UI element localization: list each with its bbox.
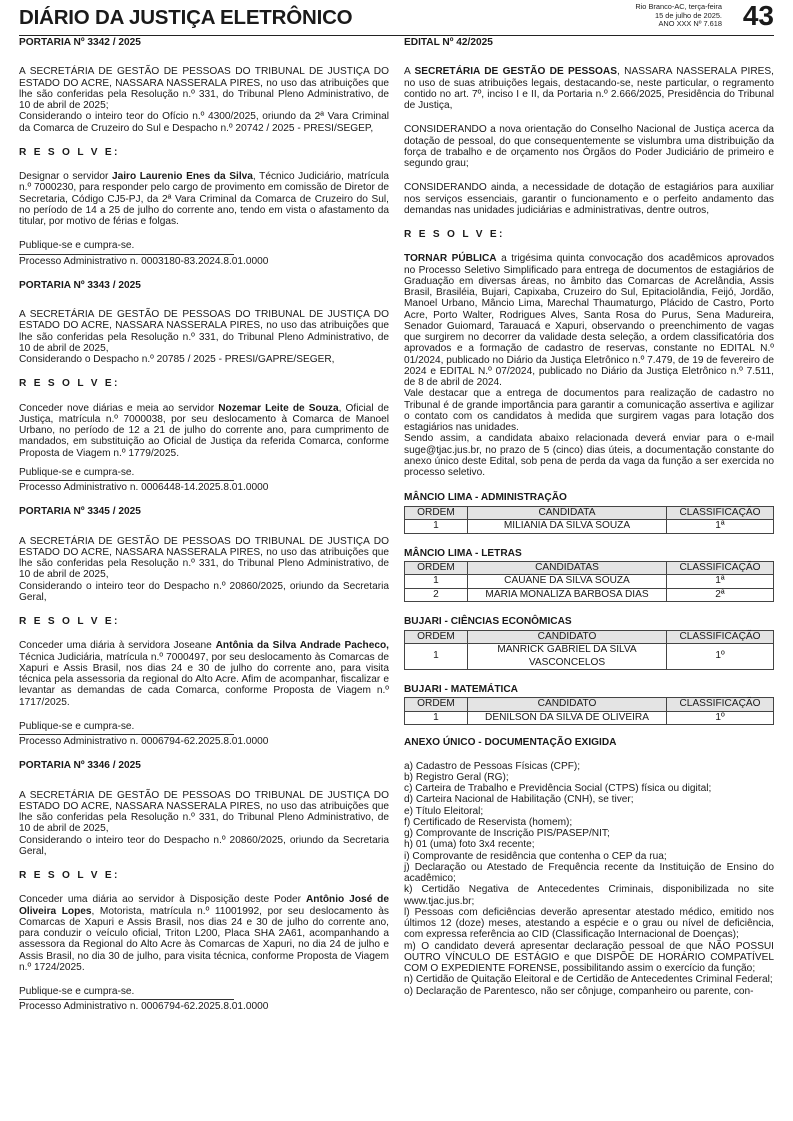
annex-item: g) Comprovante de Inscrição PIS/PASEP/NIT;: [404, 828, 610, 839]
table-cell: 1: [405, 575, 468, 589]
portaria-3345: [19, 506, 389, 747]
table-row: [405, 644, 774, 670]
considering-1: CONSIDERANDO a nova orientação do Conselho Nacional de Justiça acerca da dotação de pessoal, do que consequentemente se vislumbra uma distribuição da força de trabalho e de orçamento nos Órgãos do Poder Judiciário de primeiro e segundo grau;: [404, 124, 774, 169]
portaria-intro: A SECRETÁRIA DE GESTÃO DE PESSOAS DO TRIBUNAL DE JUSTIÇA DO ESTADO DO ACRE, NASSARA NASSERALA PIRES, no uso das atribuições que lhe são conferidas pela Resolução n.º 331, do Tribunal Pleno Administrativo, de 10 de abril de 2025;: [19, 66, 389, 111]
portaria-3342: [19, 37, 389, 267]
header-cell: CLASSIFICAÇÃO: [667, 698, 774, 712]
header-cell: CANDIDATO: [468, 698, 667, 712]
portaria-title: PORTARIA Nº 3346 / 2025: [19, 760, 141, 772]
portaria-considering: Considerando o inteiro teor do Despacho n.º 20860/2025, oriundo da Secretaria Geral,: [19, 834, 389, 857]
considering-2: CONSIDERANDO ainda, a necessidade de dotação de estagiários para auxiliar nos serviços essenciais, garantir o funcionamento e o perfeito andamento das demandas nas unidades judiciárias e administrativas, dentre outros,: [404, 182, 774, 216]
annex-item: l) Pessoas com deficiências deverão apresentar atestado médico, emitido nos últimos 12 (doze) meses, atestando a espécie e o grau ou nível de deficiência, com expressa referência ao CID (Classificação Internacional de Doenças);: [404, 906, 774, 941]
resolve-heading: R E S O L V E:: [19, 870, 120, 881]
servant-name: Jairo Laurenio Enes da Silva: [111, 171, 253, 182]
publish-note: Publique-se e cumpra-se.: [19, 986, 135, 997]
journal-title: DIÁRIO DA JUSTIÇA ELETRÔNICO: [19, 6, 353, 29]
issue-info: [635, 3, 722, 29]
page-number: 43: [742, 0, 774, 31]
resolve-heading: R E S O L V E:: [19, 146, 120, 158]
table-header-row: [405, 506, 774, 520]
table-header-row: [405, 561, 774, 575]
annex-item: a) Cadastro de Pessoas Físicas (CPF);: [404, 760, 581, 772]
edital-body-3: Sendo assim, a candidata abaixo relacionada deverá enviar para o e-mail suge@tjac.jus.br, no prazo de 5 (cinco) dias úteis, a documentação constante do anexo único deste Edital, sob pena de perda da vaga da função a ser exercida no processo seletivo.: [404, 433, 774, 478]
table-row: [405, 588, 774, 602]
edital-title: EDITAL Nº 42/2025: [404, 37, 493, 48]
table-row: [405, 575, 774, 589]
process-number: Processo Administrativo n. 0006794-62.2025.8.01.0000: [19, 736, 269, 747]
annex-item: b) Registro Geral (RG);: [404, 771, 509, 783]
annex-item: j) Declaração ou Atestado de Frequência recente da Instituição de Ensino do acadêmico;: [404, 861, 774, 884]
signature-line: [19, 480, 234, 481]
table-cell: 1: [405, 520, 468, 534]
process-number: Processo Administrativo n. 0006448-14.2025.8.01.0000: [19, 482, 269, 493]
table-cell: 2: [405, 588, 468, 602]
annex-item: k) Certidão Negativa de Antecedentes Criminais, disponibilizada no site www.tjac.jus.br;: [404, 884, 774, 907]
portaria-3343: [19, 280, 389, 494]
table-title: BUJARI - MATEMÁTICA: [404, 684, 518, 695]
annex-title: ANEXO ÚNICO - DOCUMENTAÇÃO EXIGIDA: [404, 737, 617, 749]
table-cell: 2ª: [667, 588, 774, 602]
header-cell: CLASSIFICAÇÃO: [667, 630, 774, 644]
annex-item: f) Certificado de Reservista (homem);: [404, 816, 573, 828]
candidates-table: [404, 506, 774, 534]
portaria-body: Conceder uma diária ao servidor à Disposição deste Poder Antônio José de Oliveira Lopes, Motorista, matrícula n.º 11001992, por seu deslocamento às Comarcas de Xapuri e Assis Brasil, nos dias 24 e 30 de julho do corrente ano, para conduzir o veículo oficial, Triton L200, Placa SHA 2A61, acompanhando a assessora da Regional do Alto Acre às Comarcas de Xapuri, no dia 24 de julho e Assis Brasil, no dia 30 de julho, para visita técnica, conforme Proposta de Viagem n.º 1724/2025.: [19, 894, 389, 973]
resolve-heading: R E S O L V E:: [19, 378, 120, 390]
portaria-considering: Considerando o Despacho n.º 20785 / 2025 - PRESI/GAPRE/SEGER,: [19, 354, 335, 365]
candidates-table: [404, 561, 774, 603]
header-cell: CANDIDATO: [468, 630, 667, 644]
table-row: [405, 520, 774, 534]
header-cell: ORDEM: [405, 506, 468, 520]
edital-body-2: Vale destacar que a entrega de documentos para realização de cadastro no Tribunal é de grande importância para garantir a comunicação assertiva e agilizar o contato com os candidatos à medida que surgirem vagas para lotação dos estagiários nas unidades.: [404, 388, 774, 433]
edital-body: TORNAR PÚBLICA a trigésima quinta convocação dos acadêmicos aprovados no Processo Seletivo Simplificado para entrega de documentos de estagiários de Graduação em diversas áreas, no âmbito das Comarcas de Acrelândia, Assis Brasil, Brasiléia, Bujari, Capixaba, Cruzeiro do Sul, Epitaciolândia, Feijó, Jordão, Manoel Urbano, Mâncio Lima, Marechal Thaumaturgo, Plácido de Castro, Porto Acre, Porto Walter, Rodrigues Alves, Santa Rosa do Purus, Sena Madureira, Senador Guiomard, Tarauacá e Xapuri, observando o preenchimento de vagas que surgirem no decorrer da validade desta seleção, a ordem classificatória dos aprovados e a formação de cadastro de reservas, constante no EDITAL N.º 01/2024, publicado no Diário da Justiça Eletrônico n.º 7.479, de 19 de fevereiro de 2024 e EDITAL N.º 07/2024, publicado no Diário da Justiça Eletrônico n.º 7.511, de 8 de abril de 2024.: [404, 253, 775, 388]
masthead: [19, 0, 774, 36]
table-row: [405, 711, 774, 725]
publish-note: Publique-se e cumpra-se.: [19, 240, 135, 252]
servant-name: Antônia da Silva Andrade Pacheco,: [215, 640, 390, 652]
table-header-row: [405, 698, 774, 712]
annex-item: m) O candidato deverá apresentar declaração pessoal de que NÃO POSSUI OUTRO VÍNCULO DE ESTÁGIO e que DISPÕE DE HORÁRIO COMPATÍVEL COM O EXPEDIENTE FORENSE, possibilitando assim o exercício da função;: [404, 940, 774, 974]
annex-item: e) Título Eleitoral;: [404, 805, 484, 817]
table-cell: 1: [405, 644, 468, 670]
signature-line: [19, 999, 234, 1000]
publish-note: Publique-se e cumpra-se.: [19, 720, 135, 732]
portaria-body: Designar o servidor Jairo Laurenio Enes da Silva, Técnico Judiciário, matrícula n.º 7000230, para responder pelo cargo de provimento em comissão de Diretor de Secretaria, Código CJ5-PJ, da 2ª Vara Criminal da Comarca de Cruzeiro do Sul, no período de 14 a 25 de julho do corrente ano, tendo em vista o afastamento da titular, por motivo de férias e folgas.: [19, 171, 389, 227]
table-title: BUJARI - CIÊNCIAS ECONÔMICAS: [404, 616, 572, 628]
signature-line: [19, 734, 234, 735]
annex-item: o) Declaração de Parentesco, não ser cônjuge, companheiro ou parente, con-: [404, 985, 754, 997]
header-cell: CLASSIFICAÇÃO: [667, 561, 774, 575]
portaria-intro: A SECRETÁRIA DE GESTÃO DE PESSOAS DO TRIBUNAL DE JUSTIÇA DO ESTADO DO ACRE, NASSARA NASSERALA PIRES, no uso das atribuições que lhe são conferidas pela Resolução n.º 331, do Tribunal Pleno Administrativo, de 10 de abril de 2025,: [19, 789, 389, 835]
table-cell: 1ª: [667, 575, 774, 589]
process-number: Processo Administrativo n. 0006794-62.2025.8.01.0000: [19, 1001, 269, 1013]
header-cell: CANDIDATAS: [468, 561, 667, 575]
annex-item: c) Carteira de Trabalho e Previdência Social (CTPS) física ou digital;: [404, 783, 712, 794]
annex-item: n) Certidão de Quitação Eleitoral e de Certidão de Antecedentes Criminal Federal;: [404, 974, 773, 986]
table-cell: 1º: [667, 644, 774, 670]
annex-item: d) Carteira Nacional de Habilitação (CNH), se tiver;: [404, 794, 634, 806]
publish-note: Publique-se e cumpra-se.: [19, 466, 135, 478]
portaria-3346: [19, 760, 389, 1012]
servant-name: Nozemar Leite de Souza: [218, 402, 339, 414]
header-cell: CANDIDATA: [468, 506, 667, 520]
table-cell: CAUANE DA SILVA SOUZA: [468, 575, 667, 589]
issue-date: 15 de julho de 2025.: [655, 10, 722, 20]
process-number: Processo Administrativo n. 0003180-83.2024.8.01.0000: [19, 255, 269, 267]
resolve-heading: R E S O L V E:: [404, 229, 505, 240]
header-cell: ORDEM: [405, 630, 468, 644]
edition-number: ANO XXX Nº 7.618: [658, 19, 722, 29]
right-column: [404, 37, 774, 997]
table-cell: MARIA MONALIZA BARBOSA DIAS: [468, 588, 667, 602]
header-cell: ORDEM: [405, 698, 468, 712]
edital-intro: A SECRETÁRIA DE GESTÃO DE PESSOAS, NASSARA NASSERALA PIRES, no uso de suas atribuições legais, destacando-se, neste particular, o regramento contido no art. 7º, inciso I e II, da Portaria n.º 2.666/2025, Presidência do Tribunal de Justiça,: [404, 66, 774, 111]
portaria-body: Conceder nove diárias e meia ao servidor Nozemar Leite de Souza, Oficial de Justiça, matrícula n.º 7000038, por seu deslocamento à Comarca de Manoel Urbano, no período de 12 a 21 de julho do corrente ano, para cumprimento de mandados, em substituição ao Oficial de Justiça da referida Comarca, conforme Proposta de Viagem n.º 1779/2025.: [19, 402, 390, 459]
table-cell: 1: [405, 711, 468, 725]
left-column: [19, 37, 389, 1026]
candidates-table: [404, 697, 774, 725]
portaria-intro: A SECRETÁRIA DE GESTÃO DE PESSOAS DO TRIBUNAL DE JUSTIÇA DO ESTADO DO ACRE, NASSARA NASSERALA PIRES, no uso das atribuições que lhe são conferidas pela Resolução n.º 331, do Tribunal Pleno Administrativo, de 10 de abril de 2025,: [19, 535, 389, 581]
servant-name: Antônio José de Oliveira Lopes: [19, 894, 389, 917]
table-cell: DENILSON DA SILVA DE OLIVEIRA: [468, 711, 667, 725]
portaria-body: Conceder uma diária à servidora Joseane Antônia da Silva Andrade Pacheco, Técnica Judiciária, matrícula n.º 7000497, por seu deslocamento às Comarcas de Xapuri e Assis Brasil, nos dias 24 e 30 de julho do corrente ano, para visita técnica pela assessoria da regional do Alto Acre. Afim de acompanhar, fiscalizar e levantar as demandas de cada Comarca, conforme Proposta de Viagem n.º 1717/2025.: [19, 640, 390, 708]
signature-line: [19, 254, 234, 255]
table-title: MÂNCIO LIMA - ADMINISTRAÇÃO: [404, 492, 567, 504]
portaria-intro: A SECRETÁRIA DE GESTÃO DE PESSOAS DO TRIBUNAL DE JUSTIÇA DO ESTADO DO ACRE, NASSARA NASSERALA PIRES, no uso das atribuições que lhe são conferidas pela Resolução n.º 331, do Tribunal Pleno Administrativo, de 10 de abril de 2025,: [19, 309, 389, 354]
portaria-title: PORTARIA Nº 3345 / 2025: [19, 506, 141, 518]
table-header-row: [405, 630, 774, 644]
annex-item: i) Comprovante de residência que contenha o CEP da rua;: [404, 850, 667, 862]
table-cell: 1ª: [667, 520, 774, 534]
portaria-title: PORTARIA Nº 3342 / 2025: [19, 37, 141, 48]
portaria-considering: Considerando o inteiro teor do Ofício n.º 4300/2025, oriundo da 2ª Vara Criminal da Comarca de Cruzeiro do Sul e Despacho n.º 20742 / 2025 - PRESI/SEGEP,: [19, 111, 389, 134]
location-date: Rio Branco-AC, terça-feira: [635, 2, 722, 11]
annex-item: h) 01 (uma) foto 3x4 recente;: [404, 839, 535, 851]
table-title: MÂNCIO LIMA - LETRAS: [404, 547, 522, 559]
header-cell: CLASSIFICAÇÃO: [667, 506, 774, 520]
candidates-table: [404, 630, 774, 671]
resolve-heading: R E S O L V E:: [19, 616, 120, 627]
table-cell: MILIANIA DA SILVA SOUZA: [468, 520, 667, 534]
header-cell: ORDEM: [405, 561, 468, 575]
table-cell: 1º: [667, 711, 774, 725]
portaria-title: PORTARIA Nº 3343 / 2025: [19, 279, 141, 291]
table-cell: MANRICK GABRIEL DA SILVA VASCONCELOS: [468, 644, 667, 670]
annex-list: [404, 761, 774, 997]
portaria-considering: Considerando o inteiro teor do Despacho n.º 20860/2025, oriundo da Secretaria Geral,: [19, 580, 389, 603]
